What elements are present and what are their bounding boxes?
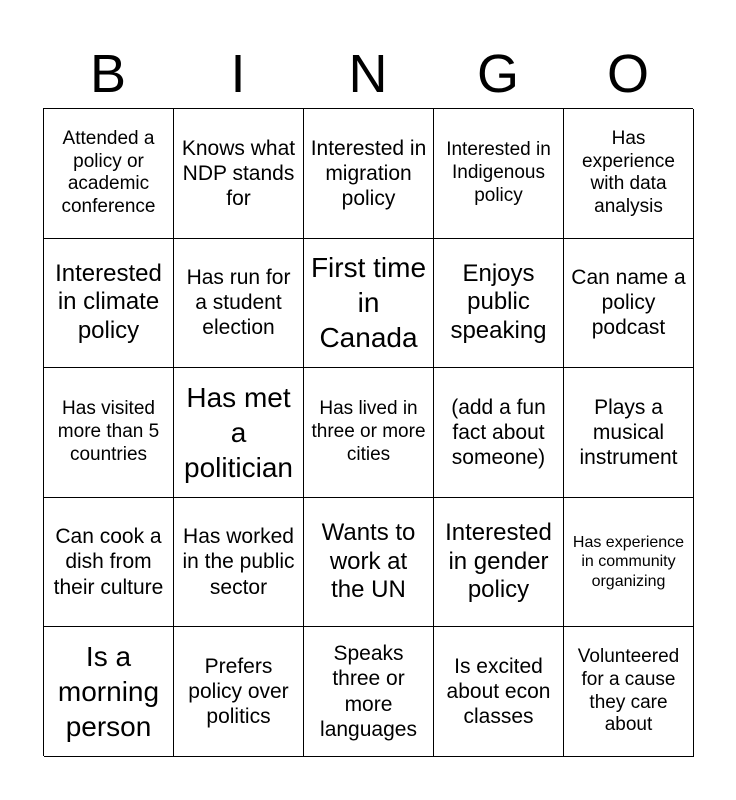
bingo-cell[interactable] — [564, 239, 694, 369]
cell-text: Has experience with data analysis — [582, 127, 675, 218]
bingo-cell[interactable] — [564, 368, 694, 498]
bingo-cell[interactable] — [174, 109, 304, 239]
cell-text: Can name a policy podcast — [571, 266, 686, 340]
bingo-cell[interactable] — [44, 109, 174, 239]
bingo-cell[interactable] — [434, 498, 564, 628]
header-letter-i: I — [230, 44, 246, 104]
header-letter-b: B — [89, 44, 127, 104]
bingo-cell[interactable] — [564, 627, 694, 757]
bingo-cell[interactable] — [174, 239, 304, 369]
cell-text: Speaks three or more languages — [320, 642, 417, 741]
cell-text: Has worked in the public sector — [182, 525, 295, 599]
bingo-header — [43, 40, 693, 108]
cell-text: Has experience in community organizing — [572, 534, 685, 590]
cell-text: Interested in Indigenous policy — [446, 139, 551, 206]
bingo-cell[interactable] — [174, 368, 304, 498]
bingo-cell[interactable] — [44, 239, 174, 369]
cell-text: Has run for a student election — [186, 266, 291, 340]
bingo-cell[interactable] — [434, 627, 564, 757]
cell-text: Enjoys public speaking — [450, 259, 547, 345]
header-letter-o: O — [606, 44, 649, 104]
bingo-cell[interactable] — [174, 498, 304, 628]
bingo-cell[interactable] — [174, 627, 304, 757]
cell-text: Wants to work at the UN — [321, 518, 416, 604]
bingo-cell[interactable] — [564, 109, 694, 239]
cell-text: Has visited more than 5 countries — [57, 398, 160, 465]
bingo-cell[interactable] — [304, 368, 434, 498]
bingo-cell[interactable] — [434, 239, 564, 369]
cell-text: (add a fun fact about someone) — [451, 395, 546, 470]
bingo-cell[interactable] — [564, 498, 694, 628]
header-letter-g: G — [476, 44, 519, 104]
cell-text: Knows what NDP stands for — [181, 136, 296, 210]
cell-text: First time in Canada — [310, 252, 427, 354]
cell-text: Volunteered for a cause they care about — [577, 646, 680, 736]
bingo-cell[interactable] — [304, 239, 434, 369]
cell-text: Attended a policy or academic conference — [61, 127, 156, 218]
cell-text: Interested in migration policy — [310, 136, 427, 210]
bingo-cell[interactable] — [304, 627, 434, 757]
bingo-grid — [43, 108, 693, 756]
cell-text: Can cook a dish from their culture — [53, 525, 164, 599]
cell-text: Interested in gender policy — [445, 518, 552, 604]
cell-text: Interested in climate policy — [55, 259, 162, 345]
bingo-cell[interactable] — [44, 498, 174, 628]
cell-text: Is a morning person — [57, 641, 160, 743]
bingo-cell[interactable] — [304, 498, 434, 628]
bingo-cell[interactable] — [44, 368, 174, 498]
header-letter-n: N — [348, 44, 388, 104]
cell-text: Plays a musical instrument — [579, 395, 678, 470]
bingo-cell[interactable] — [434, 368, 564, 498]
cell-text: Has met a politician — [184, 381, 293, 483]
bingo-cell[interactable] — [304, 109, 434, 239]
cell-text: Has lived in three or more cities — [311, 398, 426, 465]
bingo-cell[interactable] — [434, 109, 564, 239]
cell-text: Prefers policy over politics — [188, 654, 289, 729]
cell-text: Is excited about econ classes — [446, 654, 551, 729]
bingo-cell[interactable] — [44, 627, 174, 757]
